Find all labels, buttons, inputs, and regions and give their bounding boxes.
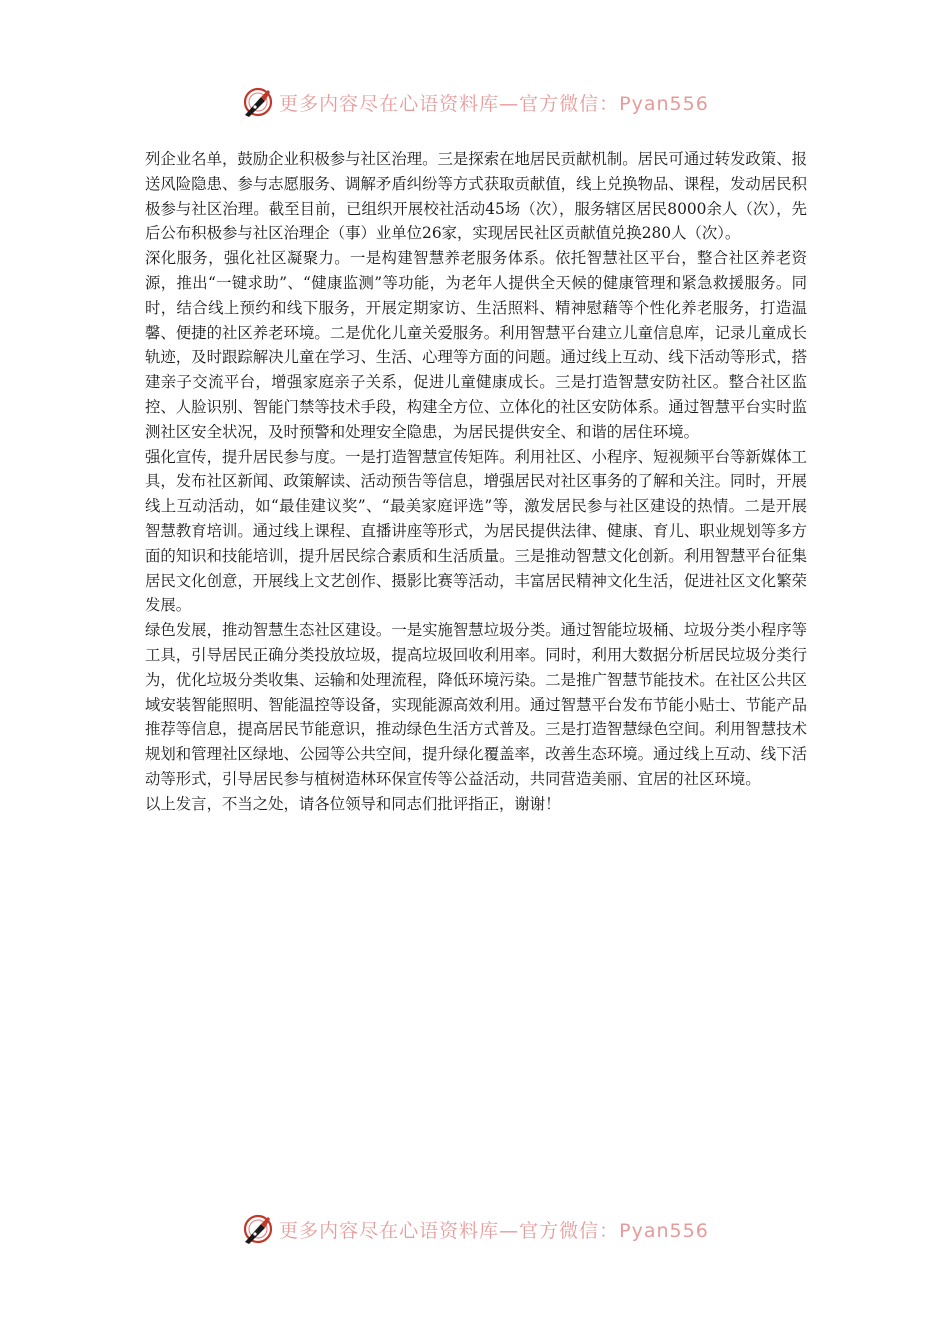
header-banner-text: 更多内容尽在心语资料库—官方微信：Pyan556 <box>279 92 709 115</box>
paragraph: 列企业名单，鼓励企业积极参与社区治理。三是探索在地居民贡献机制。居民可通过转发政策、报送风险隐患、参与志愿服务、调解矛盾纠纷等方式获取贡献值，线上兑换物品、课程，发动居民积极参与社区治理。截至目前，已组织开展校社活动45场（次），服务辖区居民8000余人（次），先后公布积极参与社区治理企（事）业单位26家，实现居民社区贡献值兑换280人（次）。 <box>145 150 807 243</box>
document-body <box>145 147 807 817</box>
closing-paragraph: 以上发言，不当之处，请各位领导和同志们批评指正，谢谢！ <box>145 794 561 813</box>
footer-banner-text: 更多内容尽在心语资料库—官方微信：Pyan556 <box>279 1219 709 1242</box>
paragraph: 强化宣传，提升居民参与度。一是打造智慧宣传矩阵。利用社区、小程序、短视频平台等新媒体工具，发布社区新闻、政策解读、活动预告等信息，增强居民对社区事务的了解和关注。同时，开展线上互动活动，如“最佳建议奖”、“最美家庭评选”等，激发居民参与社区建设的热情。二是开展智慧教育培训。通过线上课程、直播讲座等形式，为居民提供法律、健康、育儿、职业规划等多方面的知识和技能培训，提升居民综合素质和生活质量。三是推动智慧文化创新。利用智慧平台征集居民文化创意，开展线上文艺创作、摄影比赛等活动，丰富居民精神文化生活，促进社区文化繁荣发展。 <box>145 447 807 615</box>
paragraph: 绿色发展，推动智慧生态社区建设。一是实施智慧垃圾分类。通过智能垃圾桶、垃圾分类小程序等工具，引导居民正确分类投放垃圾，提高垃圾回收利用率。同时，利用大数据分析居民垃圾分类行为，优化垃圾分类收集、运输和处理流程，降低环境污染。二是推广智慧节能技术。在社区公共区域安装智能照明、智能温控等设备，实现能源高效利用。通过智慧平台发布节能小贴士、节能产品推荐等信息，提高居民节能意识，推动绿色生活方式普及。三是打造智慧绿色空间。利用智慧技术规划和管理社区绿地、公园等公共空间，提升绿化覆盖率，改善生态环境。通过线上互动、线下活动等形式，引导居民参与植树造林环保宣传等公益活动，共同营造美丽、宜居的社区环境。 <box>145 621 807 788</box>
paragraph: 深化服务，强化社区凝聚力。一是构建智慧养老服务体系。依托智慧社区平台，整合社区养老资源，推出“一键求助”、“健康监测”等功能，为老年人提供全天候的健康管理和紧急救援服务。同时，结合线上预约和线下服务，开展定期家访、生活照料、精神慰藉等个性化养老服务，打造温馨、便捷的社区养老环境。二是优化儿童关爱服务。利用智慧平台建立儿童信息库，记录儿童成长轨迹，及时跟踪解决儿童在学习、生活、心理等方面的问题。通过线上互动、线下活动等形式，搭建亲子交流平台，增强家庭亲子关系，促进儿童健康成长。三是打造智慧安防社区。整合社区监控、人脸识别、智能门禁等技术手段，构建全方位、立体化的社区安防体系。通过智慧平台实时监测社区安全状况，及时预警和处理安全隐患，为居民提供安全、和谐的居住环境。 <box>145 249 807 441</box>
header-banner <box>0 84 950 120</box>
pen-nib-logo-icon <box>241 85 275 119</box>
footer-banner <box>0 1211 950 1247</box>
pen-nib-logo-icon <box>241 1212 275 1246</box>
